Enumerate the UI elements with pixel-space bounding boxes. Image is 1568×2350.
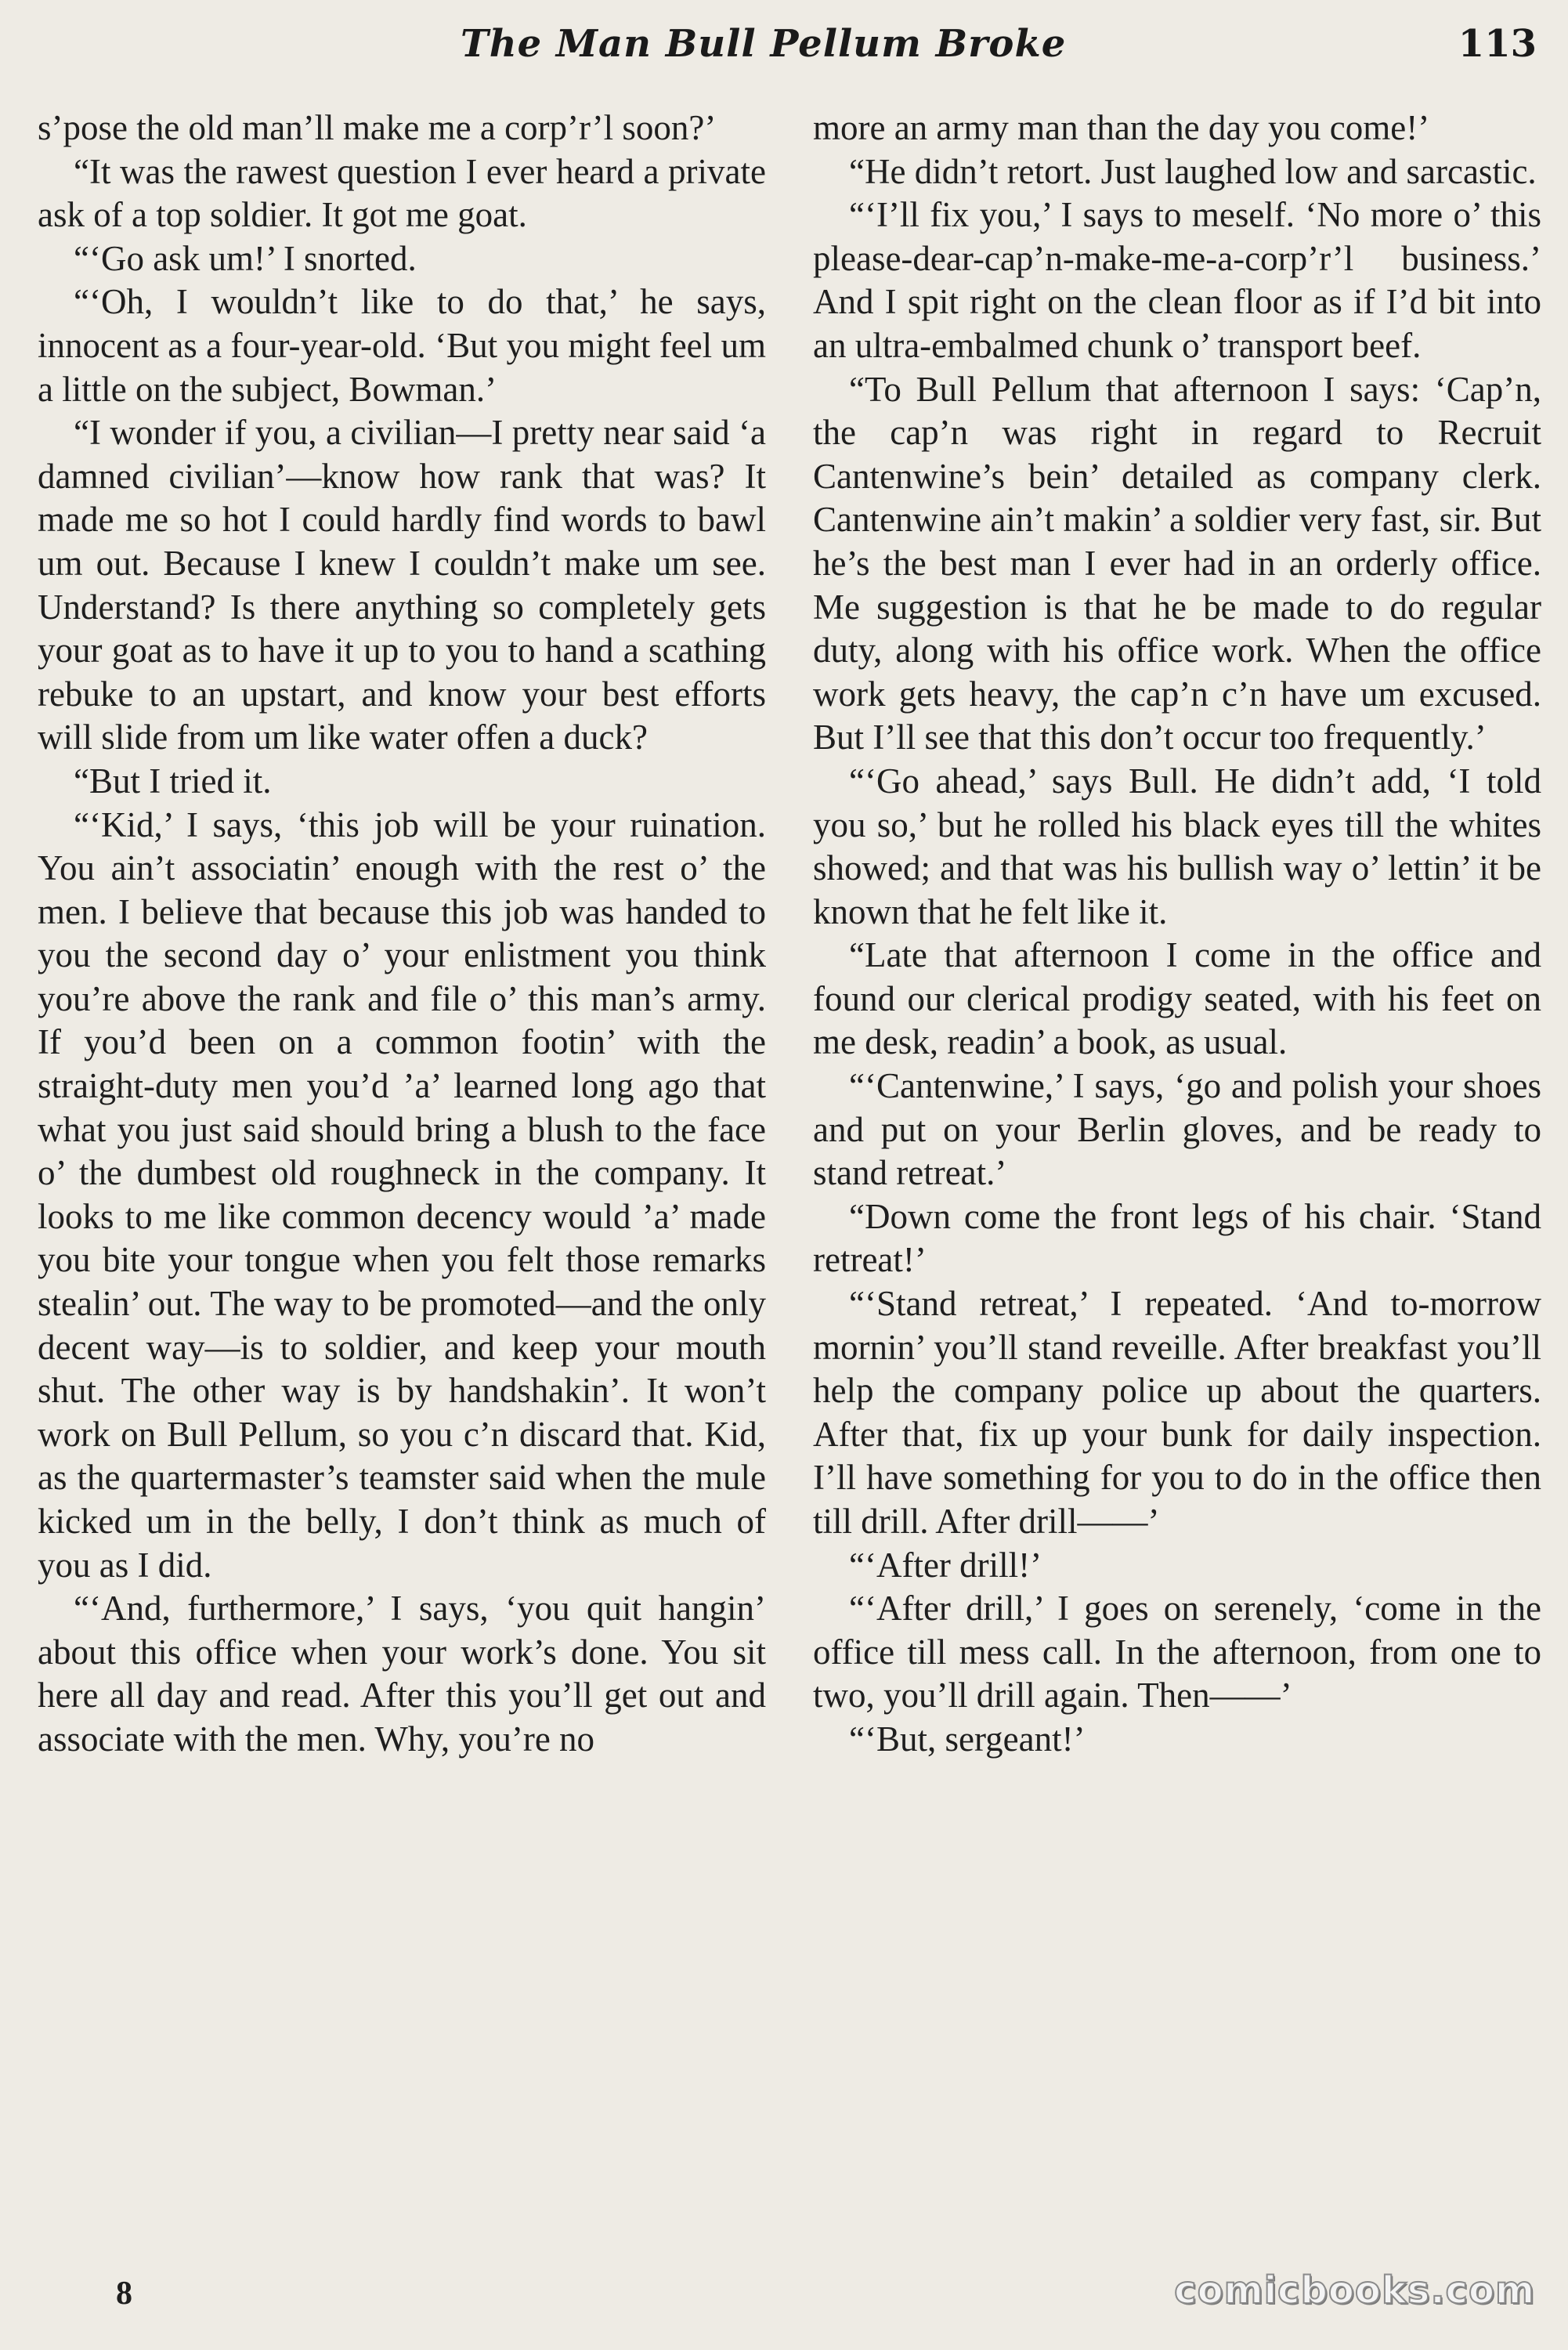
paragraph: “‘Oh, I wouldn’t like to do that,’ he says, innocent as a four-year-old. ‘But you might feel um a little on the subject, Bowman.’	[38, 282, 766, 409]
paragraph: “To Bull Pellum that afternoon I says: ‘Cap’n, the cap’n was right in regard to Recruit Cantenwine’s bein’ detailed as company clerk. Cantenwine ain’t makin’ a soldier very fast, sir. But he’s the best man I ever had in an orderly office. Me suggestion is that he be made to do regular duty, along with his office work. When the office work gets heavy, the cap’n c’n have um excused. But I’ll see that this don’t occur too frequently.’	[813, 369, 1541, 757]
paragraph: “I wonder if you, a civilian—I pretty near said ‘a damned civilian’—know how rank that was? It made me so hot I could hardly find words to bawl um out. Because I knew I couldn’t make um see. Understand? Is there anything so completely gets your goat as to have it up to you to hand a scathing rebuke to an upstart, and know your best efforts will slide from um like water offen a duck?	[38, 413, 766, 757]
paragraph: “‘Stand retreat,’ I repeated. ‘And to-morrow mornin’ you’ll stand reveille. After breakfast you’ll help the company police up about the quarters. After that, fix up your bunk for daily inspection. I’ll have something for you to do in the office then till drill. After drill——’	[813, 1284, 1541, 1541]
paragraph: “He didn’t retort. Just laughed low and sarcastic.	[849, 151, 1537, 191]
paragraph: “‘Kid,’ I says, ‘this job will be your ruination. You ain’t associatin’ enough with the rest o’ the men. I believe that because this job was handed to you the second day o’ your enlistment you think you’re above the rank and file o’ this man’s army. If you’d been on a common footin’ with the straight-duty men you’d ’a’ learned long ago that what you just said should bring a blush to the face o’ the dumbest old roughneck in the company. It looks to me like common decency would ’a’ made you bite your tongue when you felt those remarks stealin’ out. The way to be promoted—and the only decent way—is to soldier, and keep your mouth shut. The other way is by handshakin’. It won’t work on Bull Pellum, so you c’n discard that. Kid, as the quartermaster’s teamster said when the mule kicked um in the belly, I don’t think as much of you as I did.	[38, 804, 766, 1585]
running-title: The Man Bull Pellum Broke	[461, 22, 1067, 66]
paragraph: “‘After drill,’ I goes on serenely, ‘come in the office till mess call. In the afternoon, from one to two, you’ll drill again. Then——’	[813, 1589, 1541, 1716]
paragraph: “‘Cantenwine,’ I says, ‘go and polish your shoes and put on your Berlin gloves, and be ready to stand retreat.’	[813, 1066, 1541, 1193]
paragraph: “‘But, sergeant!’	[849, 1719, 1086, 1759]
paragraph: “It was the rawest question I ever heard a private ask of a top soldier. It got me goat.	[38, 151, 766, 235]
watermark: comicbooks.com	[1174, 2269, 1535, 2312]
running-head	[0, 22, 1568, 85]
paragraph: “Late that afternoon I come in the office and found our clerical prodigy seated, with his feet on me desk, readin’ a book, as usual.	[813, 935, 1541, 1062]
paragraph: “Down come the front legs of his chair. ‘Stand retreat!’	[813, 1196, 1541, 1280]
page-number: 113	[1458, 22, 1537, 66]
paragraph: more an army man than the day you come!’	[813, 108, 1430, 147]
paragraph: “‘Go ahead,’ says Bull. He didn’t add, ‘I told you so,’ but he rolled his black eyes till the whites showed; and that was his bullish way o’ lettin’ it be known that he felt like it.	[813, 761, 1541, 931]
left-column	[38, 107, 766, 1762]
paragraph: “‘And, furthermore,’ I says, ‘you quit hangin’ about this office when your work’s done. You sit here all day and read. After this you’ll get out and associate with the men. Why, you’re no	[38, 1589, 766, 1759]
paragraph: s’pose the old man’ll make me a corp’r’l soon?’	[38, 108, 717, 147]
paragraph: “‘I’ll fix you,’ I says to meself. ‘No more o’ this please-dear-cap’n-make-me-a-corp’r’l business.’ And I spit right on the clean floor as if I’d bit into an ultra-embalmed chunk o’ transport beef.	[813, 195, 1541, 365]
paragraph: “‘After drill!’	[849, 1545, 1042, 1585]
right-column	[813, 107, 1541, 1762]
paragraph: “‘Go ask um!’ I snorted.	[74, 238, 417, 278]
paragraph: “But I tried it.	[74, 761, 272, 801]
signature-mark: 8	[116, 2276, 132, 2312]
